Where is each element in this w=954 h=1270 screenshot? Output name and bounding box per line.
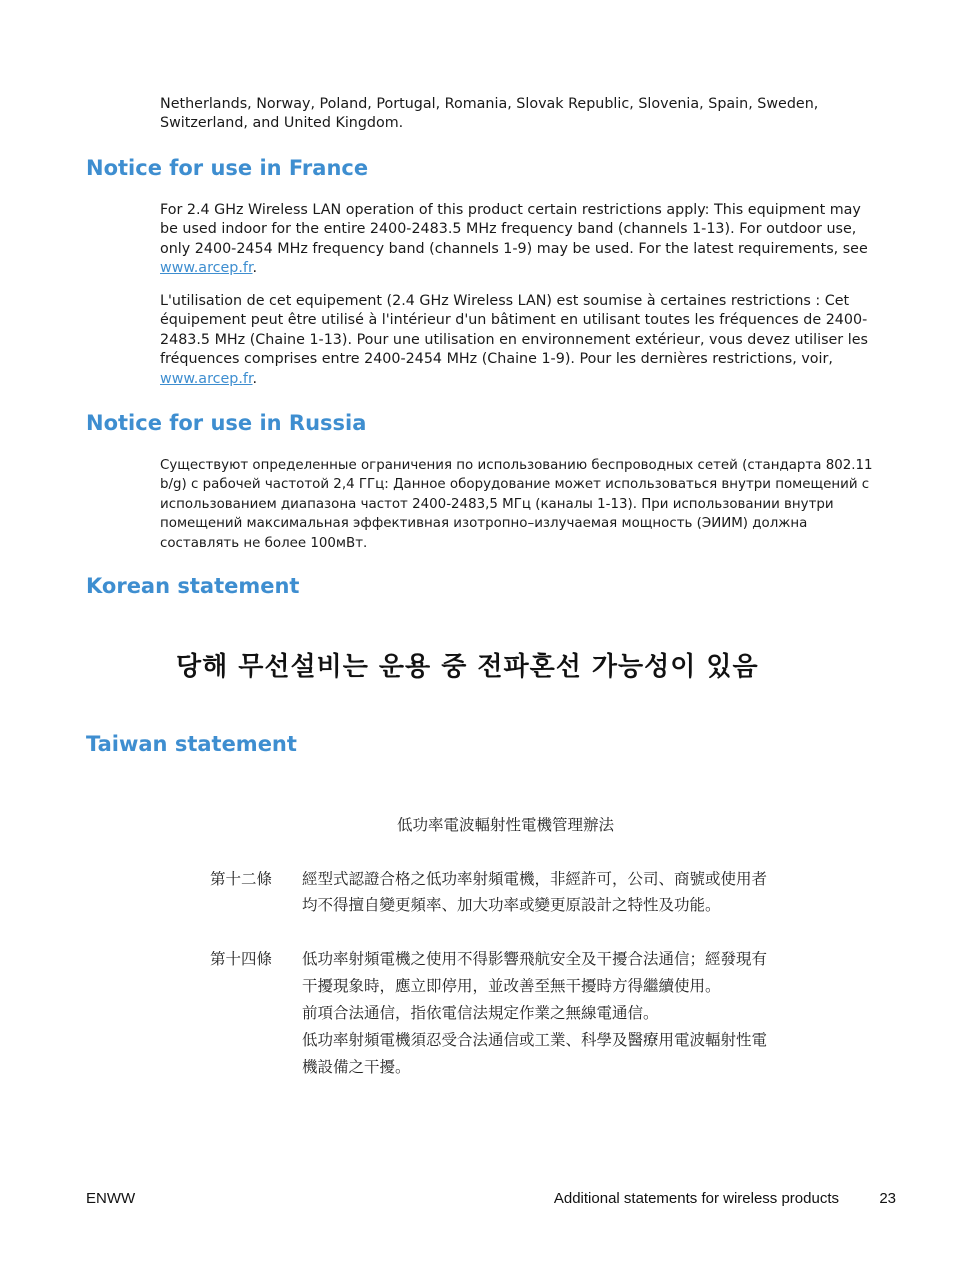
korea-heading: Korean statement (86, 574, 300, 598)
intro-line-1: Netherlands, Norway, Poland, Portugal, Romania, Slovak Republic, Slovenia, Spain, Sweden, (160, 96, 819, 112)
russia-heading: Notice for use in Russia (86, 411, 367, 435)
france-paragraph-en (160, 201, 876, 279)
france-text-fr-end: . (252, 370, 258, 387)
article-12-line-2: 均不得擅自變更頻率、加大功率或變更原設計之特性及功能。 (302, 896, 721, 914)
france-paragraph-fr (160, 292, 876, 389)
taiwan-heading: Taiwan statement (86, 732, 297, 756)
france-heading: Notice for use in France (86, 156, 369, 180)
taiwan-title: 低功率電波輻射性電機管理辦法 (397, 816, 615, 834)
russia-paragraph: Существуют определенные ограничения по использованию беспроводных сетей (стандарта 802.11 b/g) с рабочей частотой 2,4 ГГц: Данное оборудование может использоваться внутри помещений с использованием диапазона частот 2400-2483,5 МГц (каналы 1-13). При использовании внутри помещений максимальная эффективная изотропно–излучаемая мощность (ЭИИМ) должна составлять не более 100мВт. (160, 458, 873, 551)
article-14-line-1: 低功率射頻電機之使用不得影響飛航安全及干擾合法通信；經發現有 (302, 950, 768, 968)
intro-paragraph (160, 95, 876, 134)
france-text-fr: L'utilisation de cet equipement (2.4 GHz Wireless LAN) est soumise à certaines restrictions : Cet équipement peut être utilisé à l'intérieur d'un bâtiment en utilisant toutes les fréquences de 2400-2483.5 MHz (Chaine 1-13). Pour une utilisation en environnement extérieur, vous devez utiliser les fréquences comprises entre 2400-2454 MHz (Chaine 1-9). Pour les dernières restrictions, voir, (160, 293, 868, 368)
korean-statement-text: 당해 무선설비는 운용 중 전파혼선 가능성이 있음 (176, 652, 759, 682)
page-number: 23 (879, 1190, 896, 1207)
article-14-line-3: 前項合法通信，指依電信法規定作業之無線電通信。 (302, 1004, 659, 1022)
article-14-label: 第十四條 (210, 950, 273, 968)
article-12-label: 第十二條 (210, 870, 273, 888)
arcep-link-2[interactable]: www.arcep.fr (160, 370, 253, 387)
footer-left-label: ENWW (86, 1190, 136, 1207)
arcep-link-1[interactable]: www.arcep.fr (160, 260, 253, 277)
article-12-line-1: 經型式認證合格之低功率射頻電機，非經許可，公司、商號或使用者 (302, 870, 768, 888)
article-14-line-2: 干擾現象時，應立即停用，並改善至無干擾時方得繼續使用。 (302, 977, 721, 995)
france-text-en: For 2.4 GHz Wireless LAN operation of this product certain restrictions apply: This equipment may be used indoor for the entire 2400-2483.5 MHz frequency band (channels 1-13). For outdoor use, only 2400-2454 MHz frequency band (channels 1-9) may be used. For the latest requirements, see (160, 202, 868, 257)
france-text-en-end: . (252, 260, 258, 277)
intro-line-2: Switzerland, and United Kingdom. (160, 115, 404, 132)
article-14-line-5: 機設備之干擾。 (302, 1058, 411, 1076)
footer-section-title: Additional statements for wireless products (553, 1190, 839, 1207)
article-14-line-4: 低功率射頻電機須忍受合法通信或工業、科學及醫療用電波輻射性電 (302, 1031, 768, 1049)
